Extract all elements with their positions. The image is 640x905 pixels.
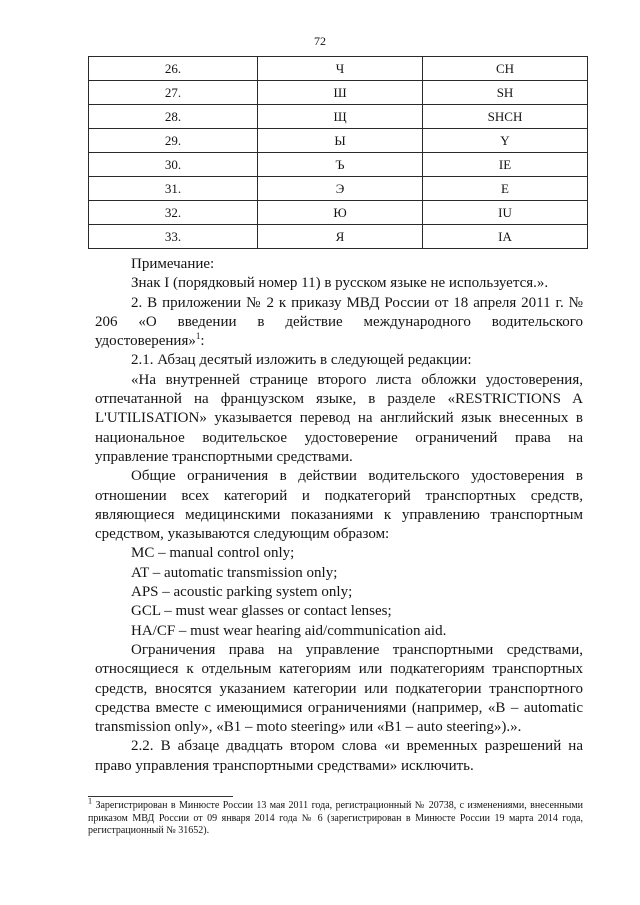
code-at: AT – automatic transmission only; <box>131 564 338 581</box>
transliteration-table <box>88 56 588 249</box>
item-2-paragraph <box>95 294 583 352</box>
cyrillic-letter-cell: Ю <box>258 201 423 225</box>
table-row <box>89 153 588 177</box>
footnote-text: Зарегистрирован в Минюсте России 13 мая 2011 года, регистрационный № 20738, с изменениями, внесенными приказом МВД России от 09 января 2014 года № 6 (зарегистрирован в Минюсте России 19 марта 2014 года, регистрационный № 31652). <box>88 800 583 836</box>
row-number-cell: 29. <box>89 129 258 153</box>
footnote <box>88 796 583 838</box>
quote-paragraph: «На внутренней странице второго листа обложки удостоверения, отпечатанной на французском языке, в разделе «RESTRICTIONS A L'UTILISATION» указывается перевод на английский язык внесенных в национальное водительское удостоверение ограничений права на управление транспортными средствами. <box>95 371 583 465</box>
table-row <box>89 129 588 153</box>
category-restrictions-paragraph: Ограничения права на управление транспортными средствами, относящиеся к отдельным категориям или подкатегориям транспортных средств, вносятся указанием категории или подкатегории транспортного средства вместе с имеющимися ограничениями (например, «B – automatic transmission only», «B1 – moto steering» или «B1 – auto steering»).». <box>95 641 583 736</box>
cyrillic-letter-cell: Щ <box>258 105 423 129</box>
code-ha-cf: HA/CF – must wear hearing aid/communication aid. <box>131 622 447 639</box>
cyrillic-letter-cell: Ш <box>258 81 423 105</box>
note-body: Знак I (порядковый номер 11) в русском языке не используется.». <box>131 275 549 292</box>
latin-transliteration-cell: IE <box>423 153 588 177</box>
footnote-marker: 1 <box>88 796 92 806</box>
code-aps: APS – acoustic parking system only; <box>131 584 353 601</box>
row-number-cell: 26. <box>89 57 258 81</box>
table-row <box>89 81 588 105</box>
latin-transliteration-cell: IU <box>423 201 588 225</box>
latin-transliteration-cell: IA <box>423 225 588 249</box>
code-mc: MC – manual control only; <box>131 545 295 562</box>
note-heading: Примечание: <box>131 256 215 272</box>
table-row <box>89 201 588 225</box>
row-number-cell: 31. <box>89 177 258 201</box>
latin-transliteration-cell: CH <box>423 57 588 81</box>
row-number-cell: 30. <box>89 153 258 177</box>
cyrillic-letter-cell: Я <box>258 225 423 249</box>
general-restrictions-paragraph: Общие ограничения в действии водительского удостоверения в отношении всех категорий и подкатегорий транспортных средств, являющиеся медицинскими показаниями к управлению транспортным средством, указываются следующим образом: <box>95 468 583 543</box>
page-number: 72 <box>314 34 326 48</box>
latin-transliteration-cell: E <box>423 177 588 201</box>
cyrillic-letter-cell: Ы <box>258 129 423 153</box>
footnote-divider <box>88 796 233 797</box>
row-number-cell: 28. <box>89 105 258 129</box>
footnote-reference[interactable]: 1 <box>195 331 201 342</box>
latin-transliteration-cell: SHCH <box>423 105 588 129</box>
item-2-end: : <box>200 333 205 350</box>
item-2-1: 2.1. Абзац десятый изложить в следующей редакции: <box>131 352 472 369</box>
table-row <box>89 57 588 81</box>
row-number-cell: 32. <box>89 201 258 225</box>
cyrillic-letter-cell: Ъ <box>258 153 423 177</box>
table-row <box>89 105 588 129</box>
table-row <box>89 225 588 249</box>
row-number-cell: 27. <box>89 81 258 105</box>
latin-transliteration-cell: Y <box>423 129 588 153</box>
document-body <box>95 255 583 776</box>
code-gcl: GCL – must wear glasses or contact lenses; <box>131 603 392 620</box>
latin-transliteration-cell: SH <box>423 81 588 105</box>
table-row <box>89 177 588 201</box>
cyrillic-letter-cell: Ч <box>258 57 423 81</box>
item-2-text: 2. В приложении № 2 к приказу МВД России от 18 апреля 2011 г. № 206 «О введении в действие международного водительского удостоверения» <box>95 294 583 350</box>
item-2-2: 2.2. В абзаце двадцать втором слова «и временных разрешений на право управления транспортными средствами» исключить. <box>95 738 583 774</box>
cyrillic-letter-cell: Э <box>258 177 423 201</box>
row-number-cell: 33. <box>89 225 258 249</box>
